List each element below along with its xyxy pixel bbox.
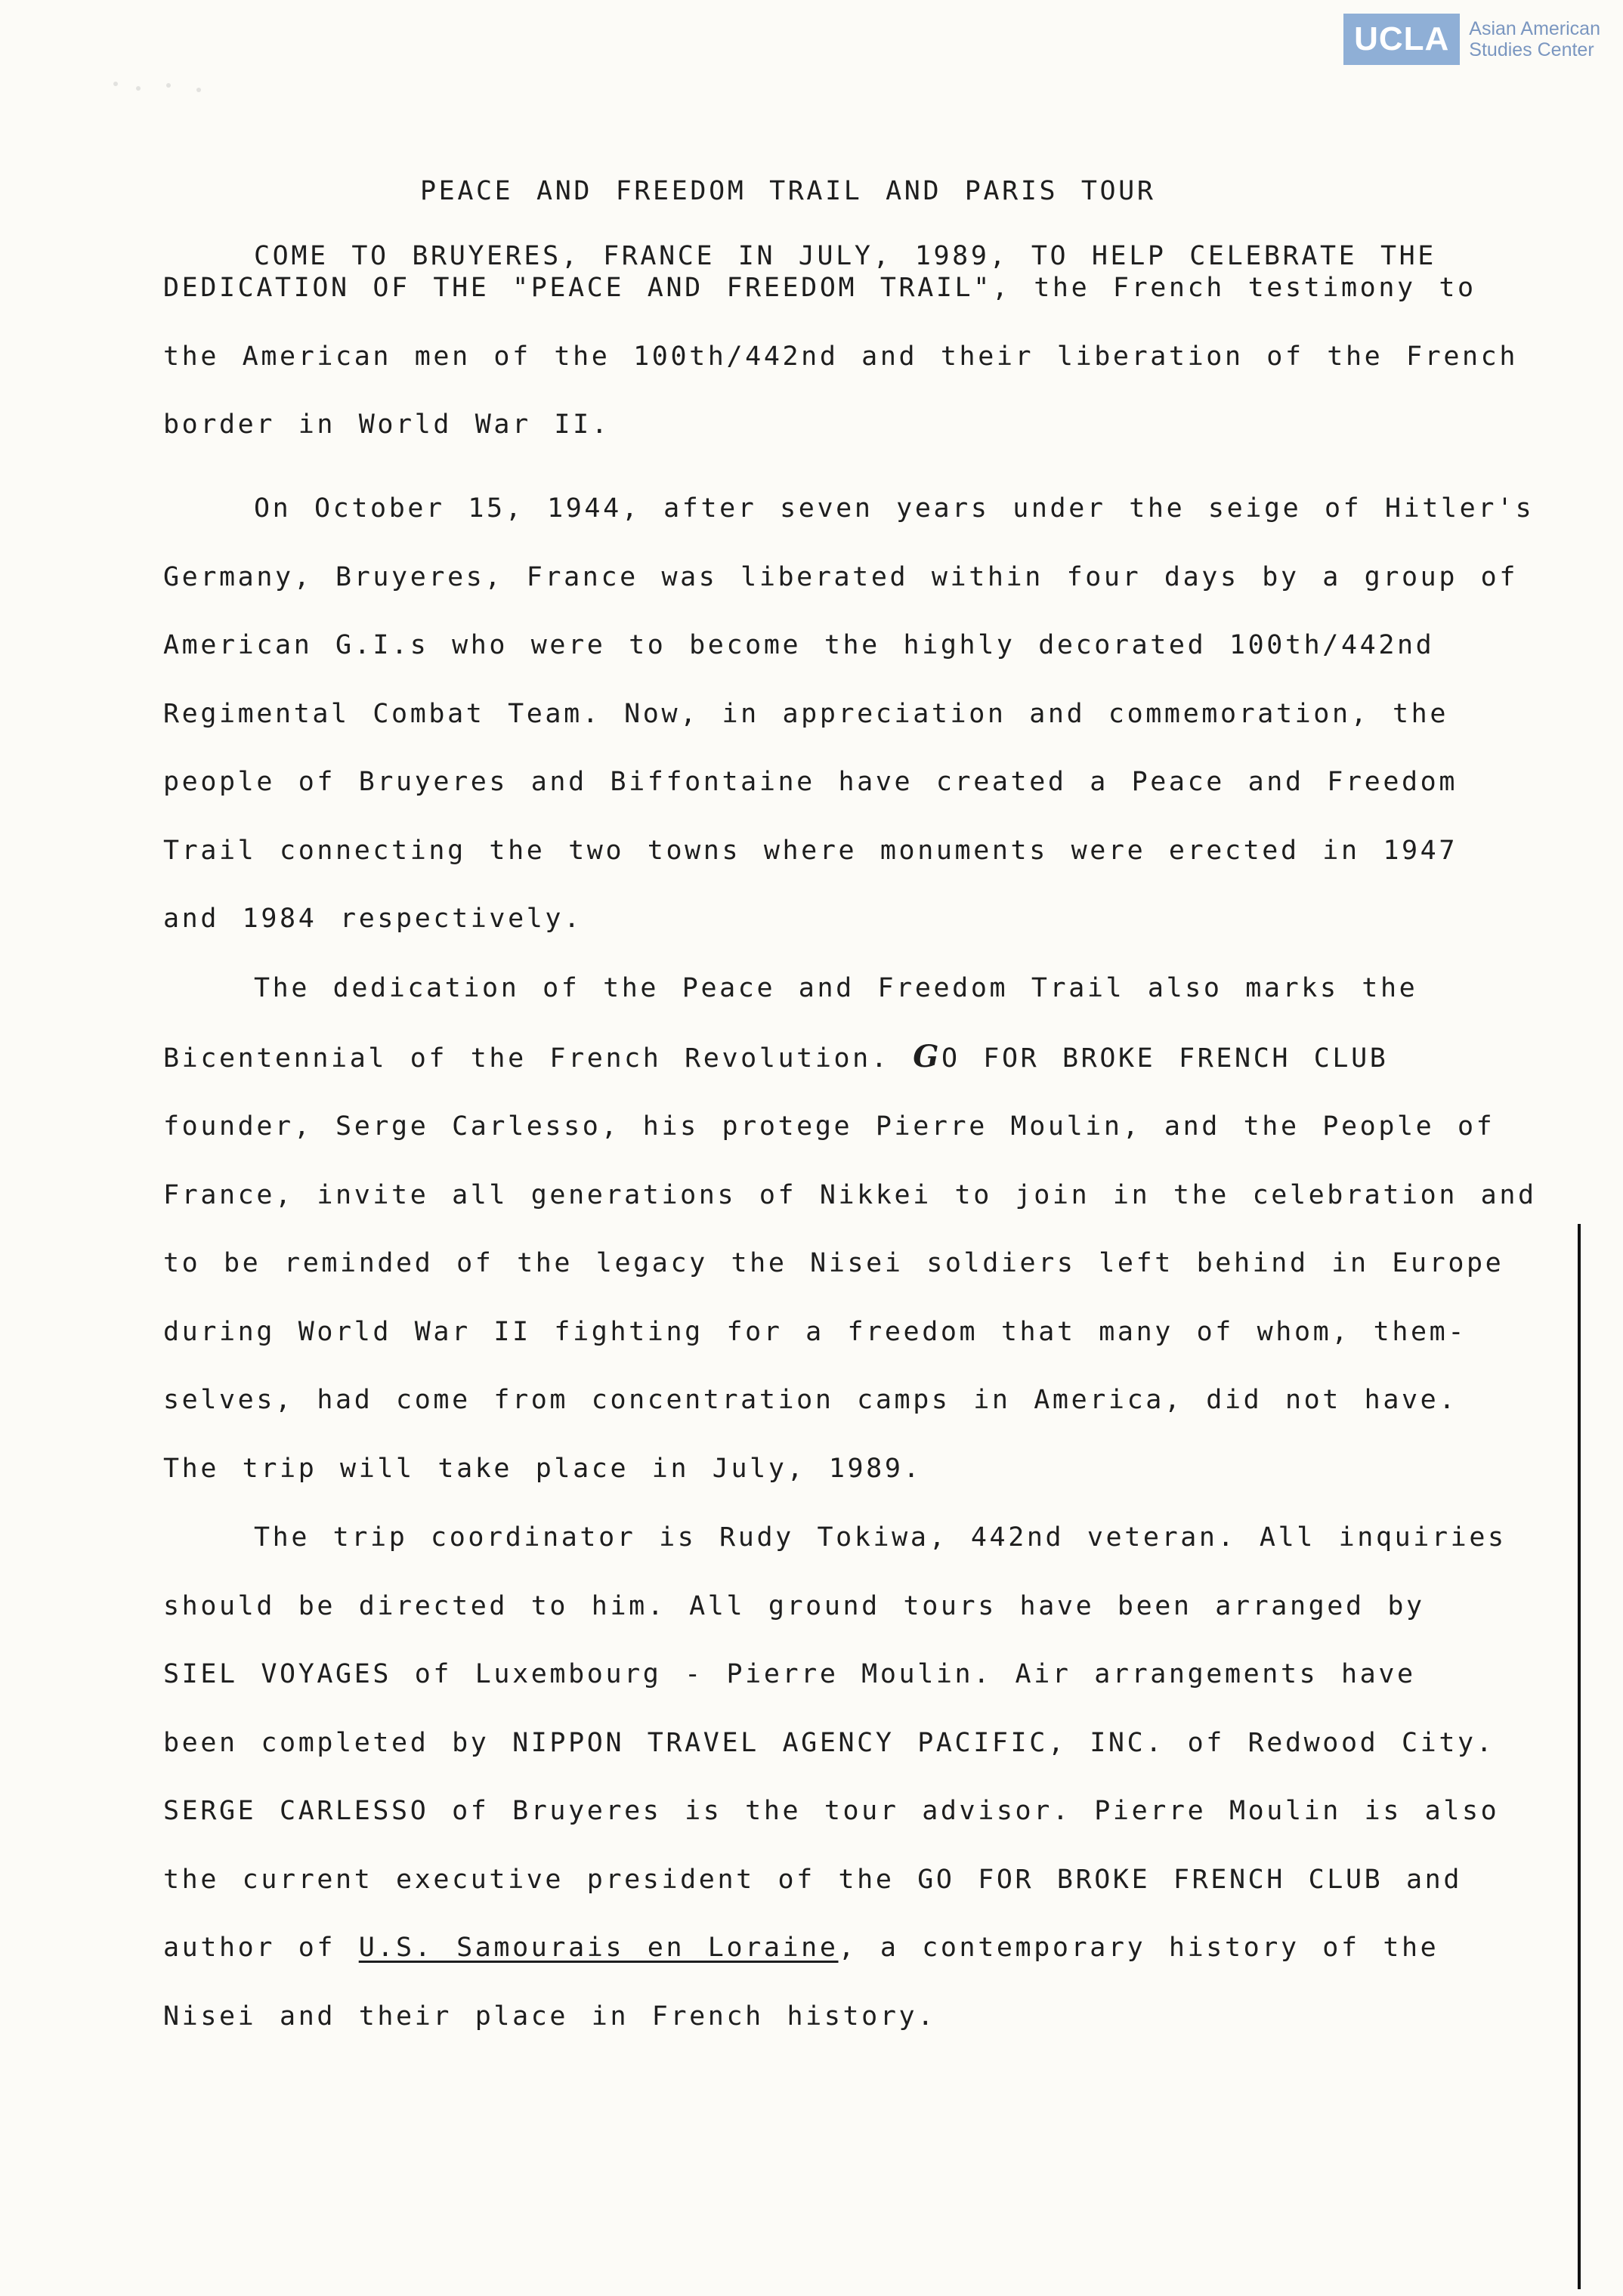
p4-line-7 [163, 1914, 1508, 1982]
p4-line-4: been completed by NIPPON TRAVEL AGENCY PACIFIC, INC. of Redwood City. [163, 1727, 1495, 1758]
logo-mark: UCLA [1343, 14, 1460, 65]
logo-line-1: Asian American [1469, 18, 1600, 39]
p3-line-6: during World War II fighting for a freedom that many of whom, them- [163, 1316, 1467, 1347]
paragraph-4 [163, 1503, 1508, 2050]
p4-line-3: SIEL VOYAGES of Luxembourg - Pierre Moulin. Air arrangements have [163, 1659, 1416, 1689]
p4-line-7-pre: author of [163, 1933, 359, 1963]
p2-line-6: Trail connecting the two towns where monuments were erected in 1947 [163, 835, 1458, 866]
book-title: U.S. Samourais en Loraine [358, 1933, 839, 1963]
paragraph-3 [163, 954, 1537, 1503]
p4-line-2: should be directed to him. All ground tours have been arranged by [163, 1590, 1425, 1621]
p3-line-7: selves, had come from concentration camps in America, did not have. [163, 1385, 1458, 1415]
p3-line-5: to be reminded of the legacy the Nisei soldiers left behind in Europe [163, 1248, 1504, 1278]
p4-line-7-post: , a contemporary history of the [838, 1933, 1439, 1963]
p3-line-4: France, invite all generations of Nikkei to join in the celebration and [163, 1179, 1537, 1210]
p2-line-4: Regimental Combat Team. Now, in appreciation and commemoration, the [163, 698, 1449, 729]
p3-line-1: The dedication of the Peace and Freedom Trail also marks the [254, 973, 1418, 1003]
p1-line-4: border in World War II. [163, 409, 611, 440]
p4-line-8: Nisei and their place in French history. [163, 2001, 936, 2032]
handwritten-correction: G [913, 1038, 941, 1074]
margin-mark-line [1578, 1224, 1581, 2289]
p4-line-5: SERGE CARLESSO of Bruyeres is the tour advisor. Pierre Moulin is also [163, 1796, 1500, 1826]
logo-text [1469, 18, 1600, 60]
paper-smudge [106, 76, 212, 98]
p3-line-2-post: O FOR BROKE FRENCH CLUB [941, 1043, 1389, 1074]
logo-line-2: Studies Center [1469, 39, 1594, 60]
p2-line-1: On October 15, 1944, after seven years under the seige of Hitler's [254, 493, 1535, 524]
p1-line-2: DEDICATION OF THE "PEACE AND FREEDOM TRAIL", the French testimony to [163, 273, 1476, 303]
p3-line-2 [163, 1023, 1508, 1093]
p2-line-5: people of Bruyeres and Biffontaine have created a Peace and Freedom [163, 767, 1458, 797]
p2-line-2: Germany, Bruyeres, France was liberated within four days by a group of [163, 561, 1519, 592]
paragraph-1 [163, 240, 1519, 441]
p3-line-2-pre: Bicentennial of the French Revolution. [163, 1043, 914, 1074]
paragraph-2 [163, 474, 1535, 953]
p1-line-3: the American men of the 100th/442nd and their liberation of the French [163, 341, 1519, 372]
p2-line-7: and 1984 respectively. [163, 904, 583, 934]
p2-line-3: American G.I.s who were to become the highly decorated 100th/442nd [163, 630, 1435, 660]
page-title: PEACE AND FREEDOM TRAIL AND PARIS TOUR [420, 176, 1156, 206]
p3-line-8: The trip will take place in July, 1989. [163, 1453, 923, 1484]
p3-line-3: founder, Serge Carlesso, his protege Pierre Moulin, and the People of [163, 1111, 1495, 1142]
p4-line-1: The trip coordinator is Rudy Tokiwa, 442nd veteran. All inquiries [254, 1522, 1507, 1553]
ucla-aasc-logo [1343, 14, 1600, 65]
p1-line-1: COME TO BRUYERES, FRANCE IN JULY, 1989, TO HELP CELEBRATE THE [254, 241, 1436, 271]
p4-line-6: the current executive president of the GO FOR BROKE FRENCH CLUB and [163, 1864, 1463, 1895]
